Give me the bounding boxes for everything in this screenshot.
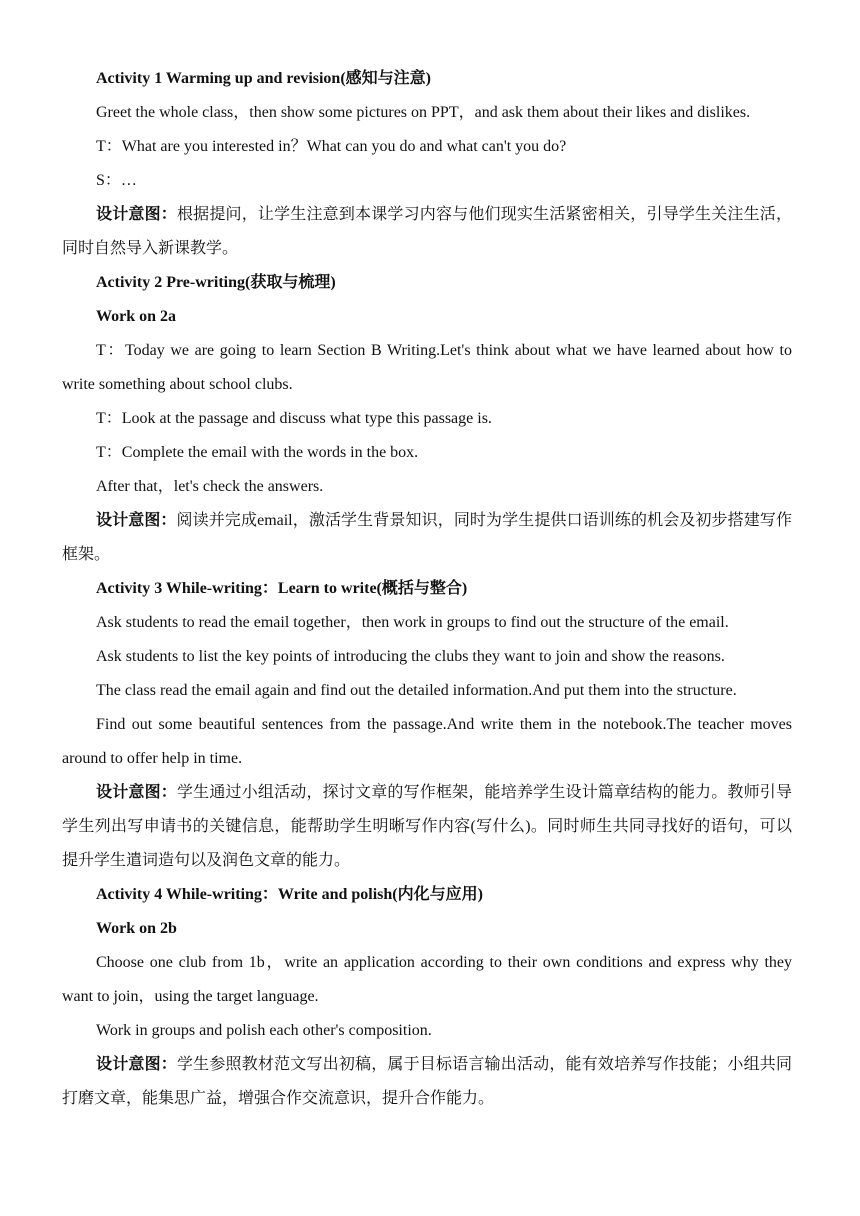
activity-3-design-intent [62,776,792,878]
design-intent-label: 设计意图： [96,784,177,801]
activity-1-student-answer: S：… [96,172,137,189]
design-intent-text: 根据提问，让学生注意到本课学习内容与他们现实生活紧密相关，引导学生关注生活，同时自然导入新课教学。 [62,206,792,257]
activity-3-paragraph: Ask students to read the email together，then work in groups to find out the structure of the email. [96,614,729,631]
activity-2-paragraph: T：Look at the passage and discuss what type this passage is. [96,410,492,427]
activity-3-title: Activity 3 While‑writing：Learn to write(概括与整合) [96,580,468,597]
activity-4-subtitle: Work on 2b [96,920,177,937]
activity-3-paragraph: Find out some beautiful sentences from the passage.And write them in the notebook.The teacher moves around to offer help in time. [62,716,792,767]
activity-2-paragraph: T：Complete the email with the words in the box. [96,444,419,461]
activity-4-title: Activity 4 While‑writing：Write and polish(内化与应用) [96,886,483,903]
activity-1-design-intent [62,198,792,266]
activity-3-paragraph: The class read the email again and find out the detailed information.And put them into the structure. [96,682,737,699]
activity-2-subtitle: Work on 2a [96,308,177,325]
activity-2-paragraph: T：Today we are going to learn Section B Writing.Let's think about what we have learned about how to write something about school clubs. [62,342,792,393]
activity-4-paragraph: Work in groups and polish each other's composition. [96,1022,432,1039]
activity-2-paragraph: After that，let's check the answers. [96,478,324,495]
activity-3-paragraph: Ask students to list the key points of introducing the clubs they want to join and show the reasons. [96,648,725,665]
activity-4-design-intent [62,1048,792,1116]
design-intent-label: 设计意图： [96,1056,177,1073]
activity-1-title: Activity 1 Warming up and revision(感知与注意) [96,70,431,87]
activity-4-paragraph: Choose one club from 1b，write an application according to their own conditions and express why they want to join，using the target language. [62,954,792,1005]
design-intent-text: 阅读并完成email，激活学生背景知识，同时为学生提供口语训练的机会及初步搭建写作框架。 [62,512,792,563]
activity-2-title: Activity 2 Pre‑writing(获取与梳理) [96,274,336,291]
design-intent-label: 设计意图： [96,512,177,529]
design-intent-text: 学生参照教材范文写出初稿，属于目标语言输出活动，能有效培养写作技能；小组共同打磨文章，能集思广益，增强合作交流意识，提升合作能力。 [62,1056,792,1107]
activity-1-teacher-question: T：What are you interested in？What can you do and what can't you do? [96,138,567,155]
design-intent-text: 学生通过小组活动，探讨文章的写作框架，能培养学生设计篇章结构的能力。教师引导学生列出写申请书的关键信息，能帮助学生明晰写作内容(写什么)。同时师生共同寻找好的语句，可以提升学生遣词造句以及润色文章的能力。 [62,784,792,869]
activity-2-design-intent [62,504,792,572]
design-intent-label: 设计意图： [96,206,177,223]
activity-1-paragraph: Greet the whole class，then show some pictures on PPT，and ask them about their likes and dislikes. [96,104,751,121]
